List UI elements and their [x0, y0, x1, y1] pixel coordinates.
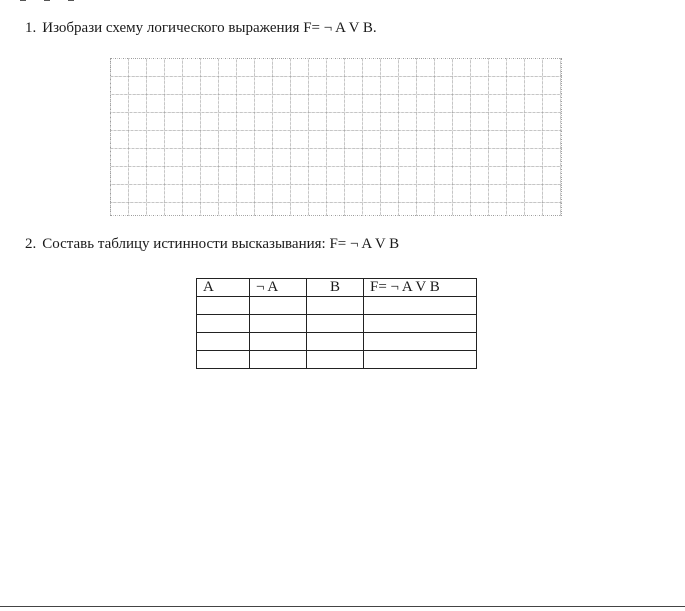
table-cell[interactable] [197, 297, 250, 315]
cut-off-top-text [20, 0, 140, 4]
table-cell[interactable] [197, 333, 250, 351]
table-cell[interactable] [250, 333, 307, 351]
table-cell[interactable] [250, 297, 307, 315]
task-2-text: Составь таблицу истинности высказывания: F= ¬ A V B [42, 236, 400, 252]
table-row [197, 351, 477, 369]
table-cell[interactable] [364, 333, 477, 351]
table-cell[interactable] [364, 315, 477, 333]
table-cell[interactable] [197, 315, 250, 333]
table-cell[interactable] [307, 333, 364, 351]
page-divider [0, 606, 685, 607]
table-row [197, 315, 477, 333]
table-cell[interactable] [364, 297, 477, 315]
header-a: A [197, 279, 250, 297]
task-1 [25, 20, 377, 37]
table-cell[interactable] [250, 315, 307, 333]
header-f: F= ¬ A V B [364, 279, 477, 297]
task-1-number: 1. [25, 20, 37, 36]
table-row [197, 297, 477, 315]
header-b: B [307, 279, 364, 297]
truth-table-header-row [197, 279, 477, 297]
task-2 [25, 236, 399, 253]
table-cell[interactable] [307, 297, 364, 315]
table-cell[interactable] [364, 351, 477, 369]
truth-table [196, 278, 477, 369]
header-not-a: ¬ A [250, 279, 307, 297]
table-row [197, 333, 477, 351]
task-2-number: 2. [25, 236, 37, 252]
table-cell[interactable] [250, 351, 307, 369]
table-cell[interactable] [307, 351, 364, 369]
drawing-grid [110, 58, 562, 216]
table-cell[interactable] [307, 315, 364, 333]
table-cell[interactable] [197, 351, 250, 369]
task-1-text: Изобрази схему логического выражения F= ¬ A V B. [42, 20, 377, 36]
